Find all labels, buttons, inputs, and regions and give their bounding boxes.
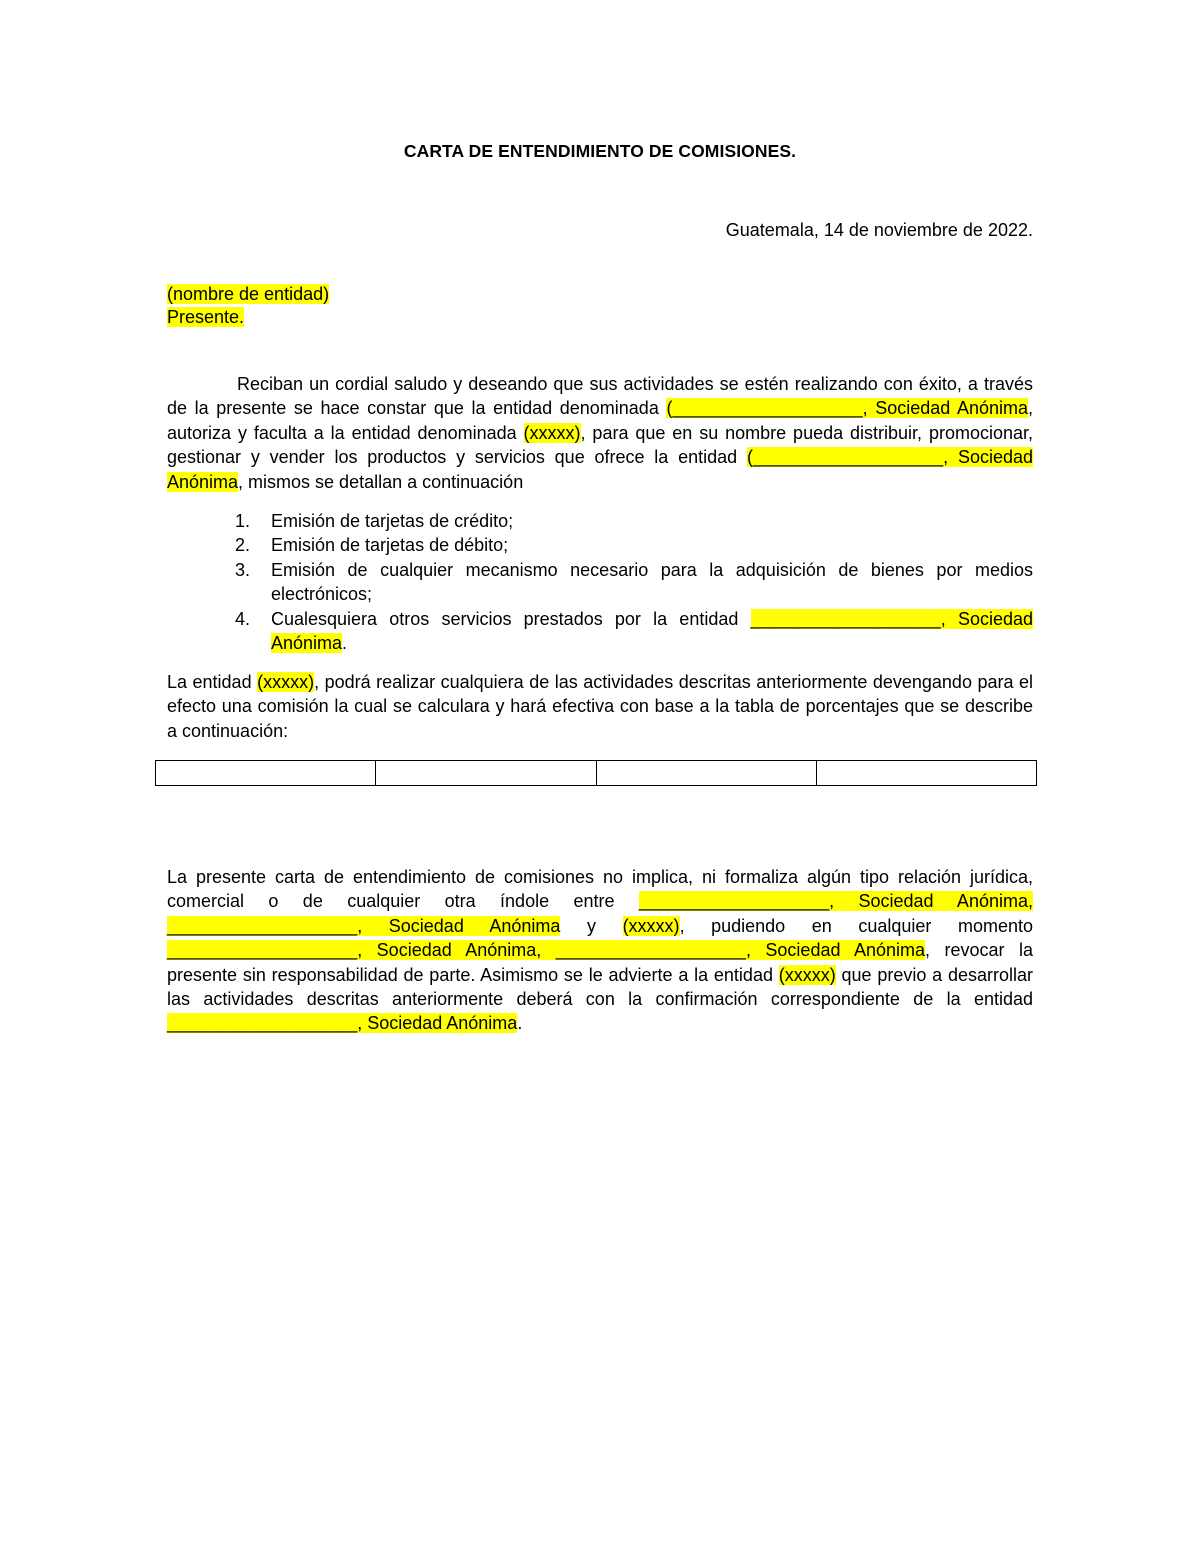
placeholder-highlight: ___________________, Sociedad Anónima <box>167 1013 518 1034</box>
recipient-block <box>167 283 329 329</box>
paragraph-text: La entidad <box>167 672 258 692</box>
list-number: 4. <box>235 608 251 629</box>
closing-paragraph <box>167 865 1033 1036</box>
table-cell <box>156 761 376 786</box>
list-item <box>167 607 1033 656</box>
document-title: CARTA DE ENTENDIMIENTO DE COMISIONES. <box>403 141 797 161</box>
paragraph-text: , revocar la presente sin responsabilidad de parte. Asimismo se le advierte a la entidad <box>167 940 1033 985</box>
table-cell <box>376 761 596 786</box>
placeholder-highlight: (xxxxx) <box>523 422 581 443</box>
paragraph-text: Reciban un cordial saludo y deseando que sus actividades se estén realizando con éxito, a través de la presente se hace constar que la entidad denominada <box>167 374 1033 419</box>
services-list <box>167 509 1033 655</box>
paragraph-text: , para que en su nombre pueda distribuir, promocionar, gestionar y vender los productos y servicios que ofrece la entidad <box>167 422 1033 468</box>
paragraph-text: y <box>560 915 623 936</box>
list-item-text: . <box>342 633 348 654</box>
list-number: 1. <box>235 511 251 531</box>
recipient-name: (nombre de entidad) <box>167 284 330 304</box>
table-cell <box>596 761 816 786</box>
list-item <box>167 533 1033 557</box>
paragraph-text: que previo a desarrollar las actividades descritas anteriormente deberá con la confirmación correspondiente de la entidad <box>167 964 1033 1010</box>
list-item-text: Cualesquiera otros servicios prestados por la entidad <box>271 608 751 629</box>
list-item-text: Emisión de cualquier mecanismo necesario para la adquisición de bienes por medios electrónicos; <box>271 559 1033 605</box>
date-line: Guatemala, 14 de noviembre de 2022. <box>725 220 1033 240</box>
recipient-greeting: Presente. <box>167 307 245 327</box>
placeholder-highlight: (xxxxx) <box>257 672 315 692</box>
paragraph-text: La presente carta de entendimiento de comisiones no implica, ni formaliza algún tipo relación jurídica, comercial o de cualquier otra índole entre <box>167 867 1033 912</box>
paragraph-text: , autoriza y faculta a la entidad denominada <box>167 398 1033 443</box>
paragraph-text: , podrá realizar cualquiera de las actividades descritas anteriormente devengando para el efecto una comisión la cual se calculara y hará efectiva con base a la tabla de porcentajes que se describe a continuación: <box>167 672 1033 741</box>
list-number: 2. <box>235 535 251 556</box>
placeholder-highlight: (___________________, Sociedad Anónima <box>666 398 1028 419</box>
list-item-text: Emisión de tarjetas de débito; <box>271 535 509 556</box>
placeholder-highlight: ___________________, Sociedad Anónima, ___________________, Sociedad Anónima <box>167 891 1033 936</box>
placeholder-highlight: (xxxxx) <box>778 964 836 985</box>
list-item-text: Emisión de tarjetas de crédito; <box>271 511 514 531</box>
list-item <box>167 509 1033 533</box>
commission-table <box>155 760 1037 786</box>
list-number: 3. <box>235 559 251 580</box>
placeholder-highlight: ___________________, Sociedad Anónima <box>271 608 1033 654</box>
paragraph-text: , mismos se detallan a continuación <box>238 471 524 492</box>
table-row <box>156 761 1037 786</box>
list-item <box>167 558 1033 607</box>
table-cell <box>816 761 1036 786</box>
placeholder-highlight: ___________________, Sociedad Anónima, ___________________, Sociedad Anónima <box>167 940 925 961</box>
paragraph-text: , pudiendo en cualquier momento <box>679 915 1033 936</box>
paragraph-text: . <box>517 1013 523 1034</box>
placeholder-highlight: (xxxxx) <box>622 915 680 936</box>
placeholder-highlight: (___________________, Sociedad Anónima <box>167 447 1033 492</box>
intro-paragraph <box>167 372 1033 494</box>
commission-paragraph <box>167 670 1033 743</box>
